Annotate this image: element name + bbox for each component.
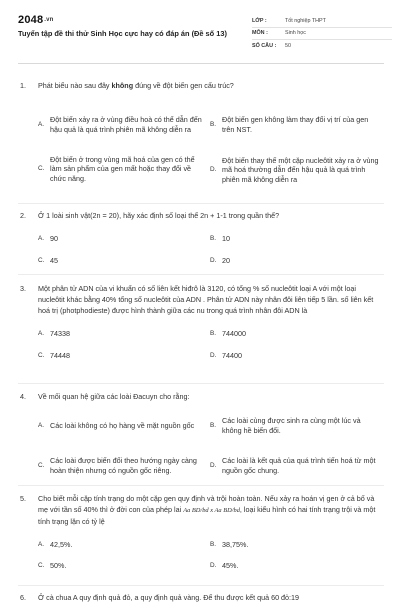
question-text	[20, 210, 382, 221]
option-letter: A.	[38, 235, 45, 243]
question-1	[20, 80, 382, 191]
option-text: Đột biến xảy ra ở vùng điều hoà có thể dẫn đến hậu quả là quá trình phiên mã không diễn ra	[50, 115, 202, 134]
question-body: Ở 1 loài sinh vật(2n = 20), hãy xác định số loại thể 2n + 1-1 trong quần thể?	[38, 211, 280, 220]
option-text: 74448	[50, 351, 70, 361]
option-d[interactable]	[210, 149, 382, 191]
question-number: 2.	[20, 211, 26, 220]
question-text-part: đúng về đột biến gen cấu trúc?	[133, 81, 234, 90]
option-letter: B.	[210, 330, 217, 338]
question-divider	[18, 274, 384, 275]
option-d[interactable]	[210, 255, 382, 267]
option-a[interactable]	[38, 109, 208, 141]
logo-number: 2048	[18, 14, 44, 26]
formula-cross: x	[210, 507, 214, 514]
option-b[interactable]	[210, 233, 382, 245]
option-text: Các loài không có họ hàng về mặt nguồn gốc	[50, 421, 195, 431]
option-text: 20	[222, 256, 230, 266]
option-text: 45	[50, 256, 58, 266]
option-letter: D.	[210, 166, 217, 174]
option-text: Đột biến ở trong vùng mã hoá của gen có thể làm sản phẩm của gen mất hoặc thay đổi về chức năng.	[50, 154, 195, 183]
question-divider	[18, 203, 384, 204]
option-text: 90	[50, 234, 58, 244]
option-letter: D.	[210, 257, 217, 265]
option-a[interactable]	[38, 328, 208, 340]
question-text	[20, 493, 382, 527]
question-divider	[18, 485, 384, 486]
option-letter: C.	[38, 165, 45, 173]
document-header	[18, 10, 384, 60]
option-b[interactable]	[210, 109, 382, 141]
cross-formula	[183, 507, 240, 514]
header-divider	[18, 63, 384, 64]
option-b[interactable]	[210, 539, 382, 551]
option-c[interactable]	[38, 255, 208, 267]
option-a[interactable]	[38, 539, 208, 551]
option-letter: B.	[210, 121, 217, 129]
option-text: Đột biến thay thế một cặp nucleôtit xảy ra ở vùng mã hoá thường dẫn đến hậu quả là quá trình phiên mã không diễn ra	[222, 155, 379, 184]
meta-value: Sinh học	[285, 30, 306, 37]
question-body: Một phân tử ADN của vi khuẩn có số liên kết hiđrô là 3120, có tổng % số nucleôtit loại A với một loại nucleôtit khác bằng 40% tổng số nucleôtit của ADN . Phân tử ADN này nhân đôi liên tiếp 5 lần. số liên kết hoá trị (photphodieste) được hình thành giữa các nu trong quá trình nhân đôi ADN là	[38, 284, 374, 315]
option-a[interactable]	[38, 414, 208, 438]
question-6	[20, 592, 382, 603]
formula-parent-1: Aa BD/bd	[183, 507, 209, 514]
option-c[interactable]	[38, 450, 208, 482]
option-text: 45%.	[222, 561, 239, 571]
option-text: Các loài được biến đổi theo hướng ngày càng hoàn thiện nhưng có nguồn gốc riêng.	[50, 456, 197, 475]
meta-row-question-count	[252, 40, 392, 52]
exam-meta-table	[252, 15, 392, 52]
option-letter: A.	[38, 541, 45, 549]
question-text	[20, 80, 382, 91]
meta-row-class	[252, 15, 392, 28]
option-text: Các loài cùng được sinh ra cùng một lúc và không hề biến đổi.	[222, 416, 361, 435]
option-c[interactable]	[38, 350, 208, 362]
option-letter: B.	[210, 541, 217, 549]
site-logo[interactable]	[18, 14, 54, 26]
option-d[interactable]	[210, 560, 382, 572]
question-text-part: Phát biểu nào sau đây	[38, 81, 112, 90]
option-text: Đột biến gen không làm thay đổi vị trí của gen trên NST.	[222, 115, 369, 134]
option-letter: B.	[210, 235, 217, 243]
option-text: Các loài là kết quả của quá trình tiến hoá từ một nguồn gốc chung.	[222, 456, 376, 475]
question-divider	[18, 585, 384, 586]
question-body: Ở cà chua A quy định quả đỏ, a quy định quả vàng. Để thu được kết quả 60 đỏ:19	[38, 593, 300, 602]
option-d[interactable]	[210, 454, 382, 478]
meta-value: Tốt nghiệp THPT	[285, 17, 326, 24]
option-d[interactable]	[210, 350, 382, 362]
question-emphasis: không	[111, 81, 134, 90]
question-text-part: Cho biết mỗi cặp tính trạng do một cặp gen quy định và trội hoàn toàn. Nếu xảy ra hoán vị gen ở cả bố và mẹ với tần số 40% thì ở đời con của phép lai	[38, 494, 375, 514]
option-letter: C.	[38, 462, 45, 470]
question-number: 3.	[20, 284, 26, 293]
meta-key: MÔN :	[252, 30, 268, 37]
question-3	[20, 283, 382, 362]
option-letter: C.	[38, 352, 45, 360]
option-c[interactable]	[38, 153, 208, 185]
question-divider	[18, 383, 384, 384]
question-number: 4.	[20, 392, 26, 401]
option-letter: D.	[210, 462, 217, 470]
meta-key: LỚP :	[252, 17, 267, 24]
option-text: 38,75%.	[222, 540, 249, 550]
option-letter: A.	[38, 330, 45, 338]
logo-suffix: .vn	[44, 17, 54, 24]
option-a[interactable]	[38, 233, 208, 245]
question-2	[20, 210, 382, 267]
question-number: 1.	[20, 81, 26, 90]
question-4	[20, 391, 382, 486]
option-text: 74400	[222, 351, 242, 361]
option-text: 744000	[222, 329, 246, 339]
question-text	[20, 391, 382, 402]
option-c[interactable]	[38, 560, 208, 572]
meta-value: 50	[285, 42, 291, 49]
option-letter: A.	[38, 422, 45, 430]
option-letter: D.	[210, 562, 217, 570]
option-text: 42,5%.	[50, 540, 73, 550]
option-letter: C.	[38, 562, 45, 570]
option-letter: B.	[210, 422, 217, 430]
page-title: Tuyển tập đề thi thử Sinh Học cực hay có đáp án (Đề số 13)	[18, 29, 227, 38]
formula-parent-2: Aa BD/bd	[214, 507, 240, 514]
option-letter: D.	[210, 352, 217, 360]
meta-key: SỐ CÂU :	[252, 42, 277, 49]
question-text-part: , loại kiểu hình có hai tính trạng trội và một tính trạng lặn có tỷ lệ	[38, 505, 376, 526]
question-text	[20, 283, 382, 316]
option-letter: C.	[38, 257, 45, 265]
meta-row-subject	[252, 28, 392, 41]
option-b[interactable]	[210, 414, 382, 438]
option-text: 50%.	[50, 561, 67, 571]
question-number: 6.	[20, 593, 26, 602]
option-text: 74338	[50, 329, 70, 339]
option-letter: A.	[38, 121, 45, 129]
question-body: Về mối quan hệ giữa các loài Đacuyn cho rằng:	[38, 392, 190, 401]
option-text: 10	[222, 234, 230, 244]
question-number: 5.	[20, 494, 26, 503]
option-b[interactable]	[210, 328, 382, 340]
question-5	[20, 493, 382, 573]
